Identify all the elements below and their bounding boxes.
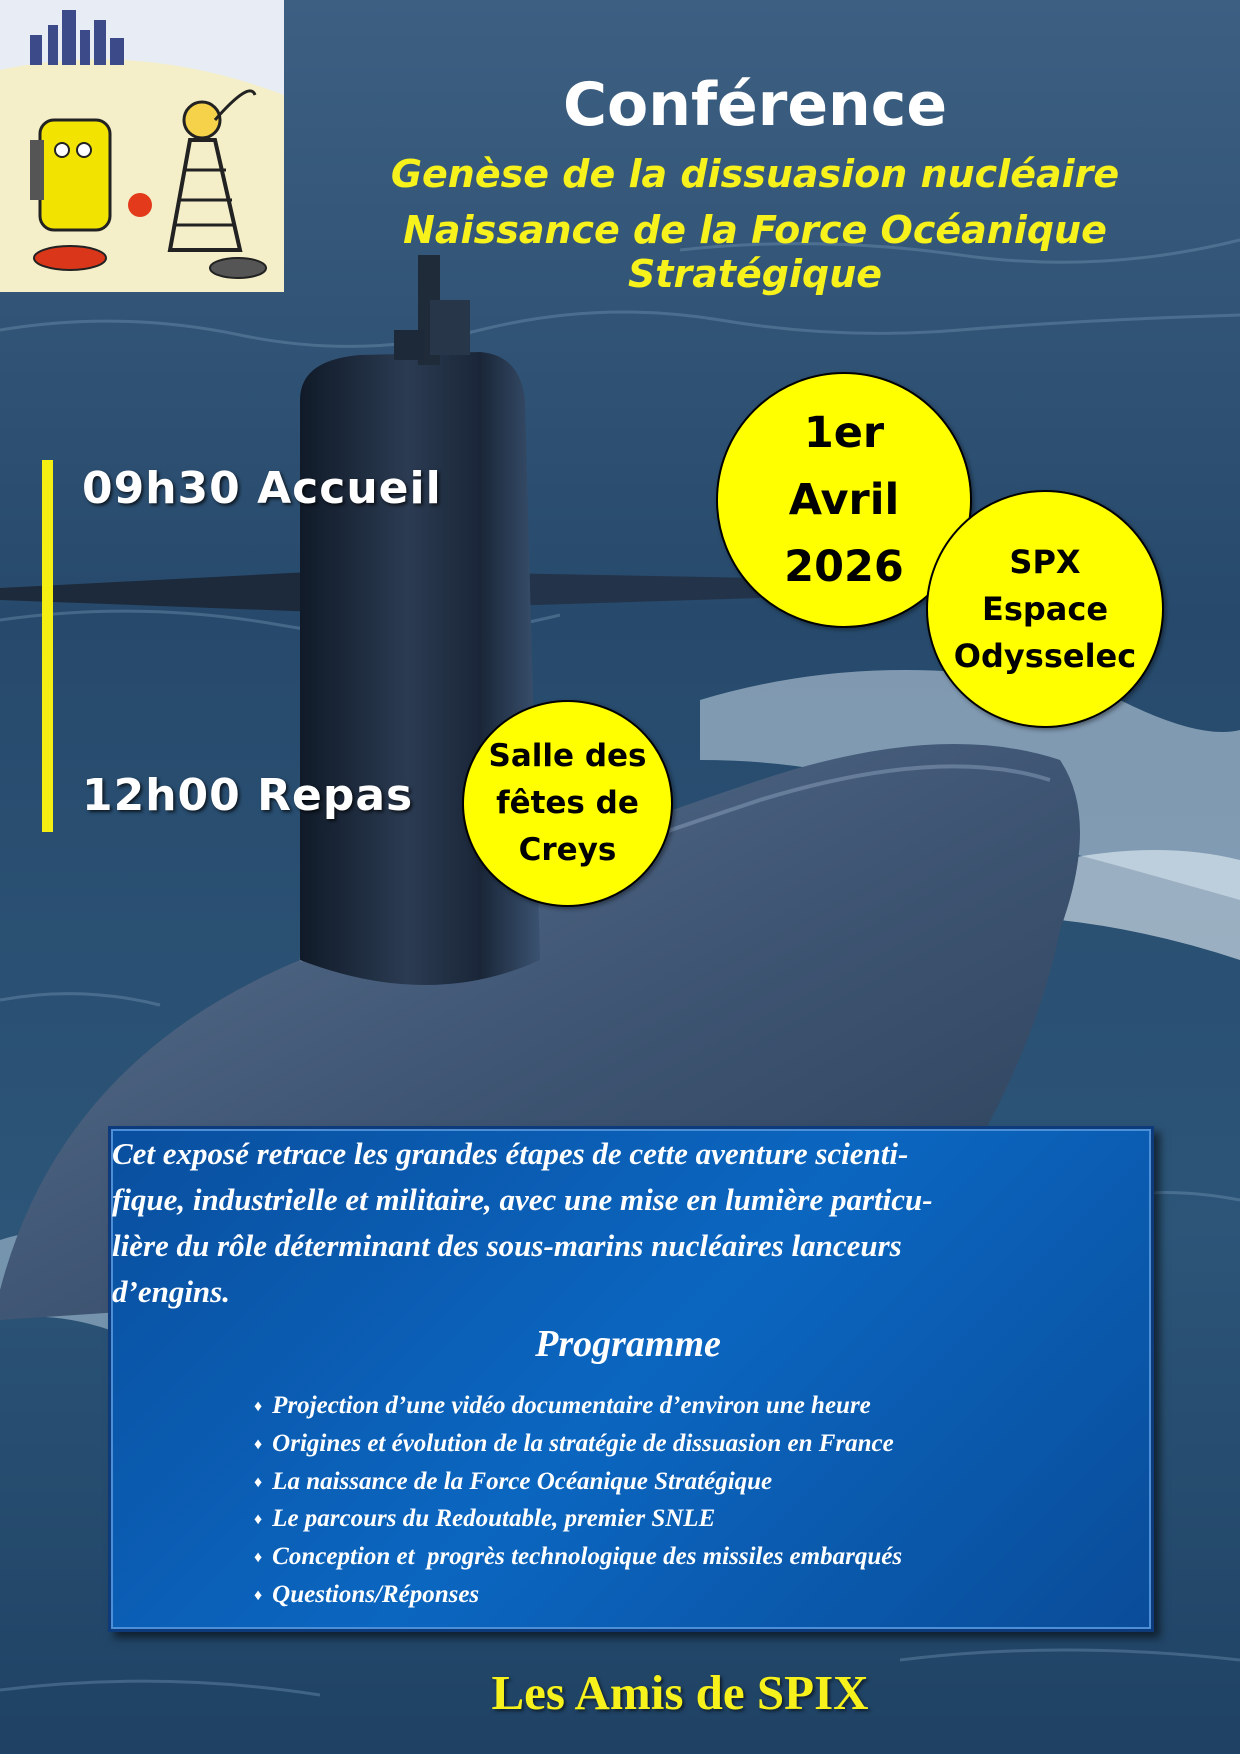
subtitle-line-1: Genèse de la dissuasion nucléaire <box>390 152 1120 196</box>
date-year: 2026 <box>784 541 904 592</box>
programme-item <box>254 1426 902 1464</box>
venue-line-3: Odysselec <box>953 636 1137 675</box>
meal-venue-line-3: Creys <box>518 832 617 868</box>
programme-item <box>254 1464 902 1502</box>
diamond-bullet-icon: ♦ <box>254 1398 263 1415</box>
page-title: Conférence <box>562 70 948 140</box>
welcome-time: 09h30 Accueil <box>82 463 442 514</box>
description-line: d’engins. <box>112 1274 230 1309</box>
description-line: lière du rôle déterminant des sous-marins nucléaires lanceurs <box>112 1228 902 1263</box>
programme-item-text: Questions/Réponses <box>272 1580 480 1608</box>
description-text <box>112 1131 1132 1315</box>
diamond-bullet-icon: ♦ <box>254 1511 263 1529</box>
diamond-bullet-icon: ♦ <box>254 1435 263 1453</box>
date-day: 1er <box>803 407 885 458</box>
diamond-bullet-icon: ♦ <box>254 1586 263 1604</box>
programme-item-text: Projection d’une vidéo documentaire d’environ une heure <box>272 1392 871 1419</box>
programme-item <box>254 1577 902 1615</box>
venue-line-1: SPX <box>1009 542 1081 581</box>
description-line: fique, industrielle et militaire, avec une mise en lumière particu- <box>112 1182 933 1217</box>
organizer-name: Les Amis de SPIX <box>491 1665 869 1720</box>
subtitle-line-2: Naissance de la Force Océanique Stratégique <box>403 208 1107 296</box>
club-logo <box>0 0 284 292</box>
meal-venue-line-2: fêtes de <box>496 785 639 821</box>
programme-title: Programme <box>535 1323 721 1365</box>
date-month: Avril <box>788 474 900 525</box>
description-line: Cet exposé retrace les grandes étapes de cette aventure scienti- <box>112 1136 909 1171</box>
programme-item <box>254 1539 902 1577</box>
programme-item <box>254 1501 902 1539</box>
venue-line-2: Espace <box>981 589 1109 628</box>
cartoon-illustration <box>0 0 284 292</box>
schedule-bar <box>42 460 53 832</box>
meal-time: 12h00 Repas <box>82 770 414 821</box>
meal-venue-badge <box>462 700 673 907</box>
programme-item-text: Origines et évolution de la stratégie de dissuasion en France <box>272 1429 894 1457</box>
diamond-bullet-icon: ♦ <box>254 1549 263 1567</box>
programme-list <box>254 1388 902 1615</box>
meal-venue-line-1: Salle des <box>488 738 647 774</box>
programme-item-text: La naissance de la Force Océanique Stratégique <box>272 1467 773 1495</box>
programme-item-text: Le parcours du Redoutable, premier SNLE <box>272 1505 716 1533</box>
programme-item-text: Conception et progrès technologique des missiles embarqués <box>272 1543 903 1571</box>
venue-badge <box>926 490 1164 728</box>
diamond-bullet-icon: ♦ <box>254 1473 263 1491</box>
programme-item <box>254 1388 902 1426</box>
